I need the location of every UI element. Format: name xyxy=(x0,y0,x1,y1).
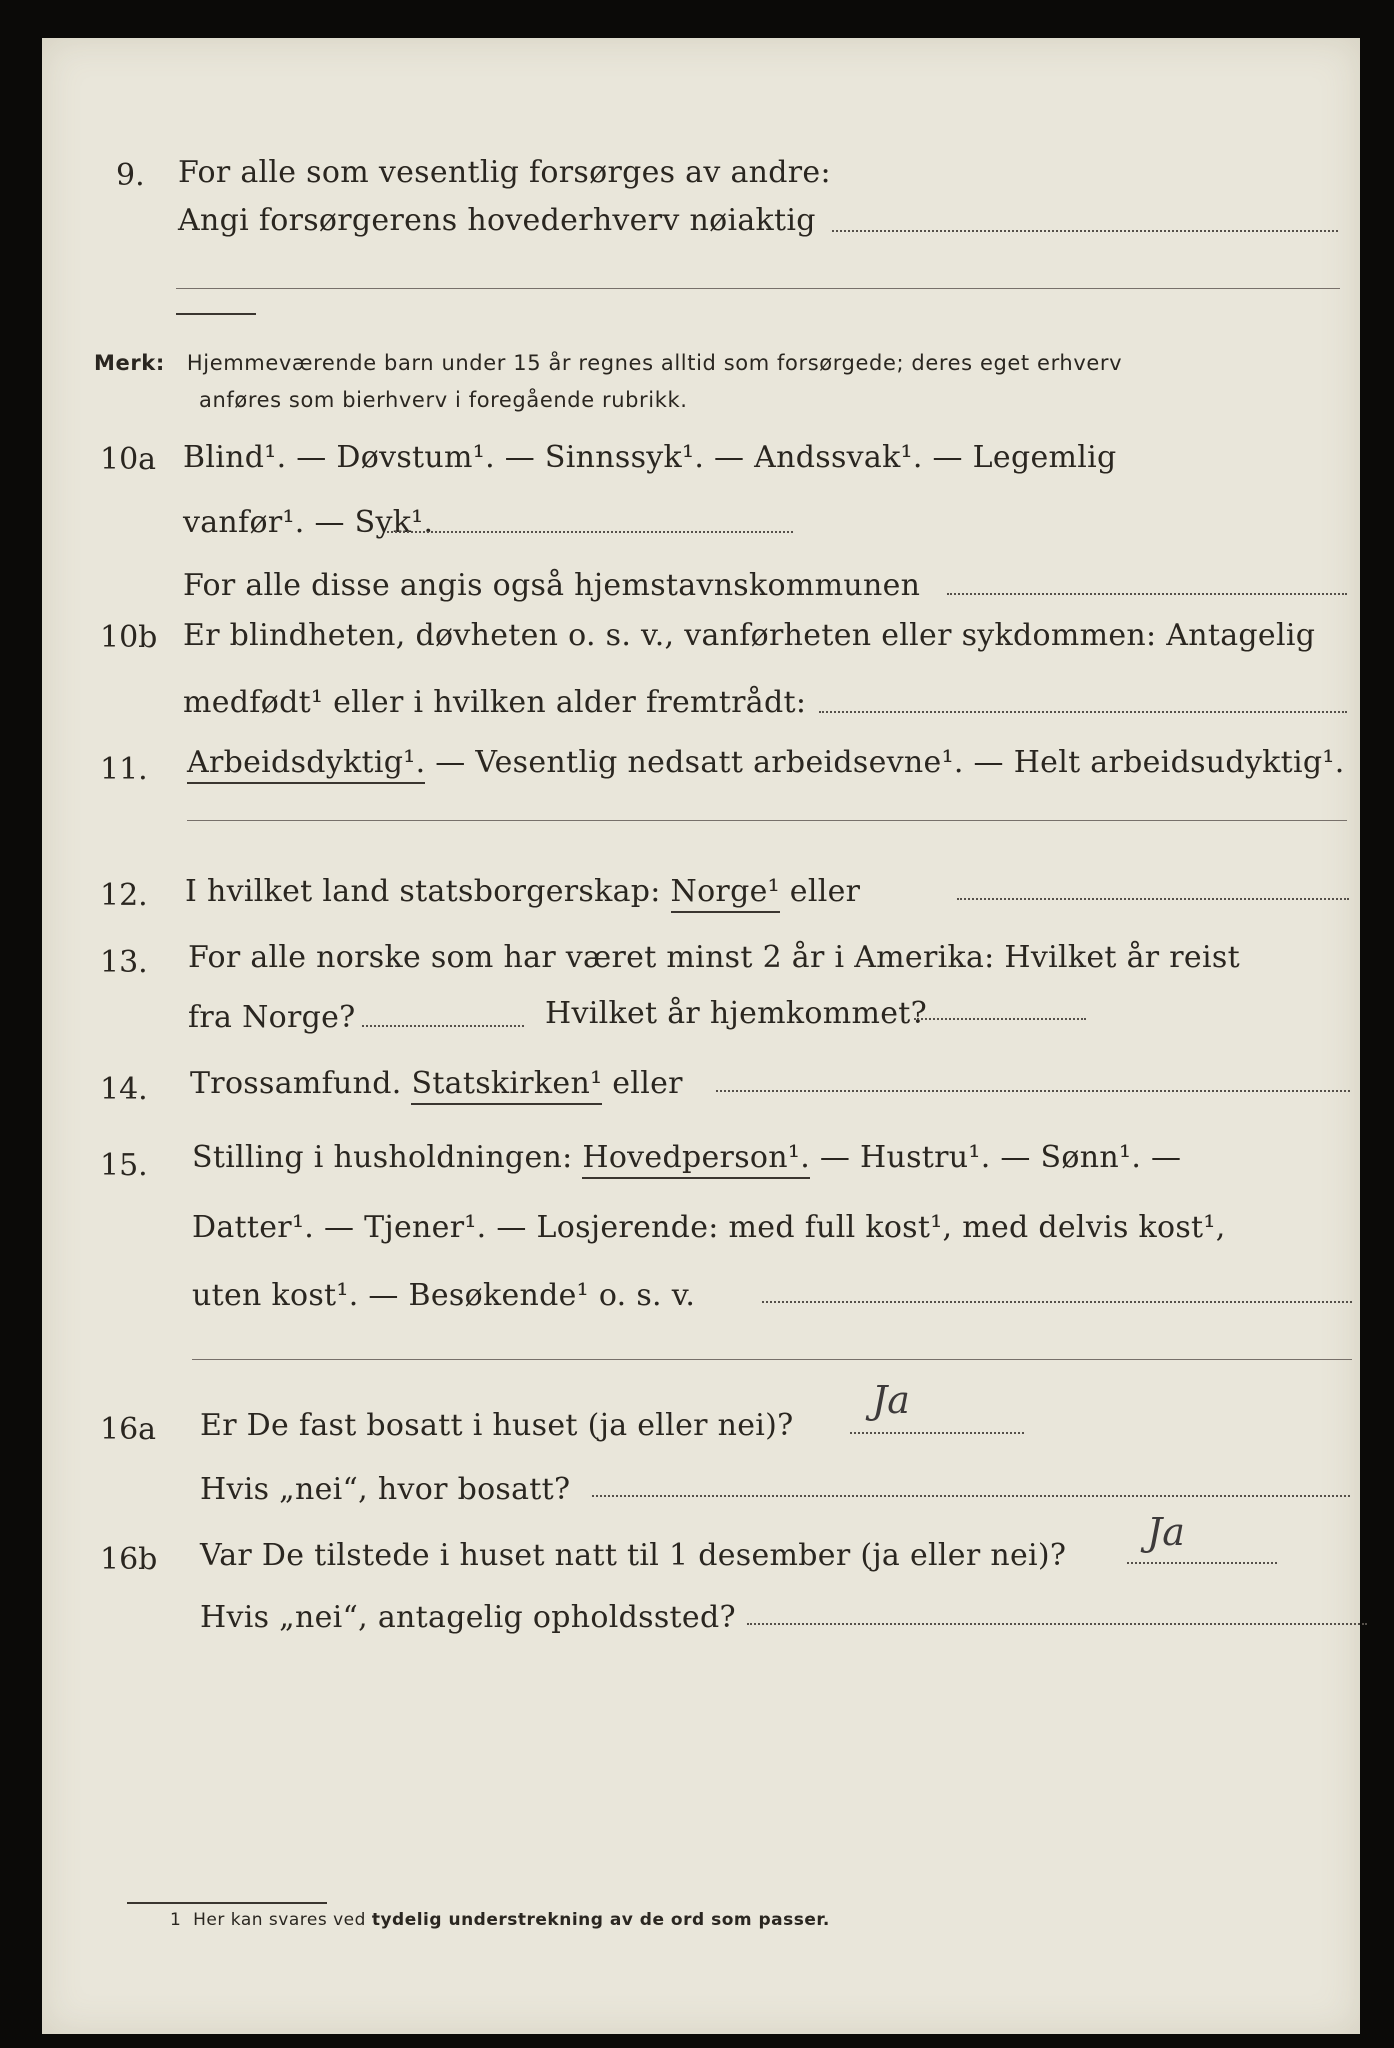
q13-line2b: Hvilket år hjemkommet? xyxy=(545,996,928,1031)
merk-line2: anføres som bierhverv i foregående rubrikk. xyxy=(199,388,688,412)
q14-line xyxy=(190,1064,683,1104)
q9-line1: For alle som vesentlig forsørges av andre: xyxy=(178,155,831,190)
q10a-municipality-line xyxy=(947,593,1347,595)
q12-eller: eller xyxy=(779,874,861,909)
merk-note xyxy=(94,343,1122,383)
q16b-answer-line xyxy=(1127,1562,1277,1564)
q10a-line1: Blind¹. — Døvstum¹. — Sinnssyk¹. — Andssvak¹. — Legemlig xyxy=(183,440,1117,475)
footnote xyxy=(170,1910,830,1930)
q11-option-arbeidsdyktig: Arbeidsdyktig¹. xyxy=(187,745,425,784)
q15-rest: — Hustru¹. — Sønn¹. — xyxy=(810,1140,1182,1175)
q15-answer-line xyxy=(762,1301,1352,1303)
q14-eller: eller xyxy=(602,1066,683,1101)
q11-line xyxy=(187,743,1345,783)
q13-year-left-line xyxy=(362,1025,524,1027)
q10a-number: 10a xyxy=(100,442,157,477)
census-form-page xyxy=(42,38,1360,2034)
q10a-line3: For alle disse angis også hjemstavnskommunen xyxy=(183,568,921,603)
q15-line3: uten kost¹. — Besøkende¹ o. s. v. xyxy=(192,1278,696,1313)
footnote-text: Her kan svares ved xyxy=(193,1910,372,1930)
q10b-line1: Er blindheten, døvheten o. s. v., vanførheten eller sykdommen: Antagelig xyxy=(183,618,1316,653)
q13-number: 13. xyxy=(100,945,148,980)
separator-dash xyxy=(176,313,256,315)
q15-option-hovedperson: Hovedperson¹. xyxy=(582,1140,810,1179)
footnote-bold-text: tydelig understrekning av de ord som passer. xyxy=(371,1910,830,1930)
q15-second-line xyxy=(192,1359,1352,1360)
q10b-number: 10b xyxy=(100,620,158,655)
q10b-answer-line xyxy=(819,711,1347,713)
q12-option-norge: Norge¹ xyxy=(671,874,780,913)
q16a-handwritten-answer: Ja xyxy=(872,1378,910,1422)
q14-option-statskirken: Statskirken¹ xyxy=(411,1066,602,1105)
q16b-line1: Var De tilstede i huset natt til 1 desember (ja eller nei)? xyxy=(200,1538,1067,1573)
q16a-line1: Er De fast bosatt i huset (ja eller nei)? xyxy=(200,1408,794,1443)
q16a-number: 16a xyxy=(100,1412,157,1447)
q15-number: 15. xyxy=(100,1148,148,1183)
q12-number: 12. xyxy=(100,878,148,913)
q15-line1 xyxy=(192,1138,1181,1178)
q16b-line2: Hvis „nei“, antagelig opholdssted? xyxy=(200,1600,736,1635)
q9-line2: Angi forsørgerens hovederhverv nøiaktig xyxy=(178,203,816,238)
q13-line1: For alle norske som har været minst 2 år i Amerika: Hvilket år reist xyxy=(188,940,1240,975)
merk-label: Merk: xyxy=(94,351,165,375)
q11-number: 11. xyxy=(100,752,148,787)
q11-answer-line xyxy=(187,820,1347,821)
q15-line2: Datter¹. — Tjener¹. — Losjerende: med full kost¹, med delvis kost¹, xyxy=(192,1210,1226,1245)
q9-second-line xyxy=(176,288,1340,289)
q16a-answer-line xyxy=(850,1432,1024,1434)
q9-number: 9. xyxy=(116,158,145,193)
q10a-line2: vanfør¹. — Syk¹. xyxy=(183,505,434,540)
q16a-residence-line xyxy=(592,1495,1350,1497)
q16b-place-line xyxy=(747,1623,1367,1625)
q9-answer-line xyxy=(832,230,1338,232)
q15-text: Stilling i husholdningen: xyxy=(192,1140,583,1175)
q12-answer-line xyxy=(957,898,1349,900)
q10b-line2: medfødt¹ eller i hvilken alder fremtrådt: xyxy=(183,685,807,720)
q12-line xyxy=(185,872,860,912)
merk-line1: Hjemmeværende barn under 15 år regnes alltid som forsørgede; deres eget erhverv xyxy=(186,351,1123,375)
q16b-number: 16b xyxy=(100,1542,158,1577)
q10a-answer-line xyxy=(387,531,793,533)
footnote-rule xyxy=(127,1902,327,1904)
q14-answer-line xyxy=(716,1090,1350,1092)
q11-rest: — Vesentlig nedsatt arbeidsevne¹. — Helt arbeidsudyktig¹. xyxy=(425,745,1345,780)
q16a-line2: Hvis „nei“, hvor bosatt? xyxy=(200,1472,571,1507)
footnote-mark: 1 xyxy=(170,1910,182,1930)
q13-year-returned-line xyxy=(914,1018,1086,1020)
q12-text: I hvilket land statsborgerskap: xyxy=(185,874,671,909)
q14-number: 14. xyxy=(100,1072,148,1107)
q13-line2a: fra Norge? xyxy=(188,1000,356,1035)
q14-text: Trossamfund. xyxy=(190,1066,412,1101)
q16b-handwritten-answer: Ja xyxy=(1147,1510,1185,1554)
